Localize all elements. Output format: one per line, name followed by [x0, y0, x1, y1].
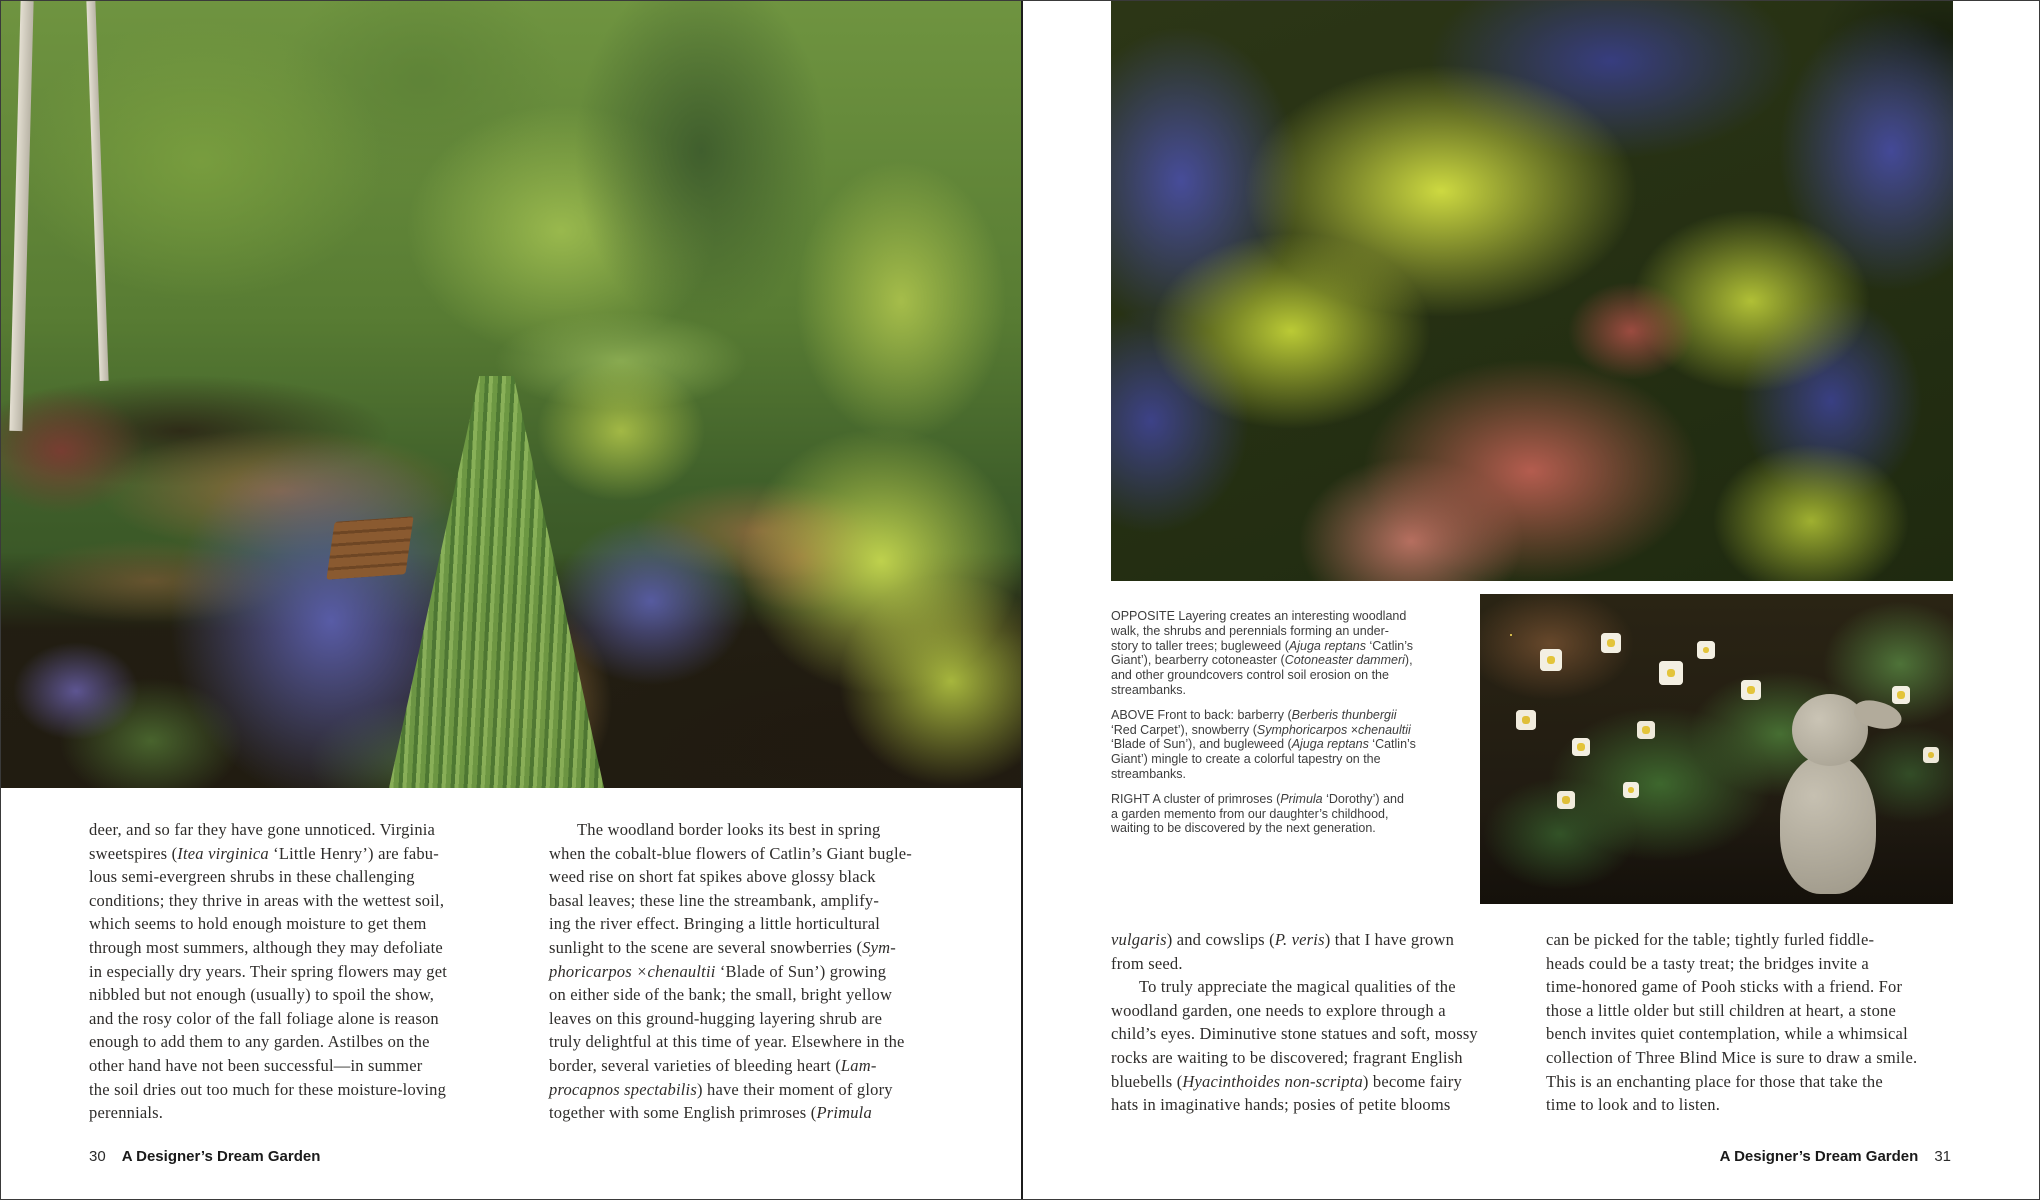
text-line: bench invites quiet contemplation, while a whimsical	[1546, 1024, 1908, 1044]
text-line: enough to add them to any garden. Astilbes on the	[89, 1032, 430, 1052]
text-line: a garden memento from our daughter’s childhood,	[1111, 806, 1389, 821]
page-number: 30	[89, 1148, 106, 1165]
text-line: in especially dry years. Their spring flowers may get	[89, 961, 448, 981]
text-line: walk, the shrubs and perennials forming an under-	[1111, 623, 1389, 638]
woodland-garden-photo	[1, 1, 1021, 788]
text-line: on either side of the bank; the small, bright yellow	[549, 985, 893, 1005]
caption-opposite	[1111, 609, 1456, 698]
text-line: border, several varieties of bleeding heart (Lam-	[549, 1055, 877, 1075]
text-line: OPPOSITE Layering creates an interesting woodland	[1111, 609, 1407, 623]
left-page-footer	[89, 1148, 320, 1165]
text-line: sweetspires (Itea virginica ‘Little Henry’) are fabu-	[89, 843, 439, 863]
text-line: ing the river effect. Bringing a little horticultural	[549, 914, 881, 934]
text-line: time-honored game of Pooh sticks with a friend. For	[1546, 977, 1903, 997]
text-line: lous semi-evergreen shrubs in these challenging	[89, 867, 415, 887]
text-line: vulgaris) and cowslips (P. veris) that I have grown	[1111, 930, 1455, 949]
text-line: bluebells (Hyacinthoides non-scripta) become fairy	[1111, 1071, 1462, 1091]
text-line: ABOVE Front to back: barberry (Berberis thunbergii	[1111, 707, 1397, 722]
text-line: when the cobalt-blue flowers of Catlin’s Giant bugle-	[549, 843, 912, 863]
text-line: The woodland border looks its best in spring	[577, 820, 881, 839]
text-line: streambanks.	[1111, 766, 1187, 781]
text-line: rocks are waiting to be discovered; fragrant English	[1111, 1047, 1463, 1067]
stone-rabbit-statue-body	[1780, 754, 1876, 894]
text-line: hats in imaginative hands; posies of petite blooms	[1111, 1095, 1451, 1115]
text-line: together with some English primroses (Primula	[549, 1103, 872, 1123]
left-page-text-column-1	[89, 818, 529, 1125]
primrose-flower-centers	[1510, 634, 1512, 636]
caption-block	[1111, 609, 1456, 846]
page-gutter-line	[1021, 1, 1023, 1200]
right-page-text-column-2	[1546, 928, 1976, 1117]
page-number: 31	[1934, 1148, 1951, 1165]
text-line: ‘Red Carpet’), snowberry (Symphoricarpos ×chenaultii	[1111, 722, 1411, 737]
running-title: A Designer’s Dream Garden	[121, 1148, 321, 1165]
text-line: nibbled but not enough (usually) to spoil the show,	[89, 985, 435, 1005]
text-line: conditions; they thrive in areas with the wettest soil,	[89, 890, 445, 910]
text-line: story to taller trees; bugleweed (Ajuga reptans ‘Catlin’s	[1111, 638, 1414, 653]
text-line: those a little older but still children at heart, a stone	[1546, 1000, 1897, 1020]
text-line: RIGHT A cluster of primroses (Primula ‘Dorothy’) and	[1111, 791, 1404, 806]
text-line: other hand have not been successful—in summer	[89, 1055, 423, 1075]
birch-trunk	[9, 1, 33, 431]
right-page-text-column-1	[1111, 928, 1541, 1117]
text-line: the soil dries out too much for these moisture-loving	[89, 1079, 447, 1099]
text-line: woodland garden, one needs to explore through a	[1111, 1000, 1446, 1020]
text-line: weed rise on short fat spikes above glossy black	[549, 867, 876, 887]
text-line: waiting to be discovered by the next generation.	[1111, 821, 1376, 836]
text-line: child’s eyes. Diminutive stone statues and soft, mossy	[1111, 1024, 1478, 1044]
text-line: streambanks.	[1111, 682, 1187, 697]
text-line: Giant’) mingle to create a colorful tapestry on the	[1111, 752, 1381, 767]
text-line: time to look and to listen.	[1546, 1095, 1721, 1115]
right-page-footer	[1720, 1148, 1951, 1165]
running-title: A Designer’s Dream Garden	[1719, 1148, 1919, 1165]
birch-trunk	[86, 1, 108, 381]
barberry-bugleweed-photo	[1111, 1, 1953, 581]
text-line: can be picked for the table; tightly furled fiddle-	[1546, 930, 1875, 949]
text-line: basal leaves; these line the streambank, amplify-	[549, 890, 880, 910]
primrose-statue-photo	[1480, 594, 1953, 904]
text-line: collection of Three Blind Mice is sure to draw a smile.	[1546, 1047, 1918, 1067]
text-line: procapnos spectabilis) have their moment of glory	[549, 1079, 893, 1099]
text-line: and other groundcovers control soil erosion on the	[1111, 668, 1389, 683]
wooden-bench	[326, 516, 413, 579]
iris-foliage	[389, 376, 604, 788]
text-line: Giant’), bearberry cotoneaster (Cotoneaster dammeri),	[1111, 653, 1413, 668]
text-line: deer, and so far they have gone unnoticed. Virginia	[89, 820, 436, 839]
caption-above	[1111, 708, 1456, 782]
text-line: heads could be a tasty treat; the bridges invite a	[1546, 953, 1869, 973]
caption-right	[1111, 792, 1456, 836]
text-line: To truly appreciate the magical qualities of the	[1139, 977, 1456, 997]
text-line: leaves on this ground-hugging layering shrub are	[549, 1008, 883, 1028]
text-line: and the rosy color of the fall foliage alone is reason	[89, 1008, 439, 1028]
text-line: which seems to hold enough moisture to get them	[89, 914, 427, 934]
text-line: phoricarpos ×chenaultii ‘Blade of Sun’) growing	[549, 961, 887, 981]
text-line: ‘Blade of Sun’), and bugleweed (Ajuga reptans ‘Catlin’s	[1111, 737, 1416, 752]
text-line: perennials.	[89, 1103, 164, 1123]
text-line: This is an enchanting place for those that take the	[1546, 1071, 1883, 1091]
text-line: sunlight to the scene are several snowberries (Sym-	[549, 937, 896, 957]
text-line: truly delightful at this time of year. Elsewhere in the	[549, 1032, 905, 1052]
left-page-text-column-2	[549, 818, 989, 1125]
text-line: through most summers, although they may defoliate	[89, 937, 443, 957]
text-line: from seed.	[1111, 953, 1183, 973]
